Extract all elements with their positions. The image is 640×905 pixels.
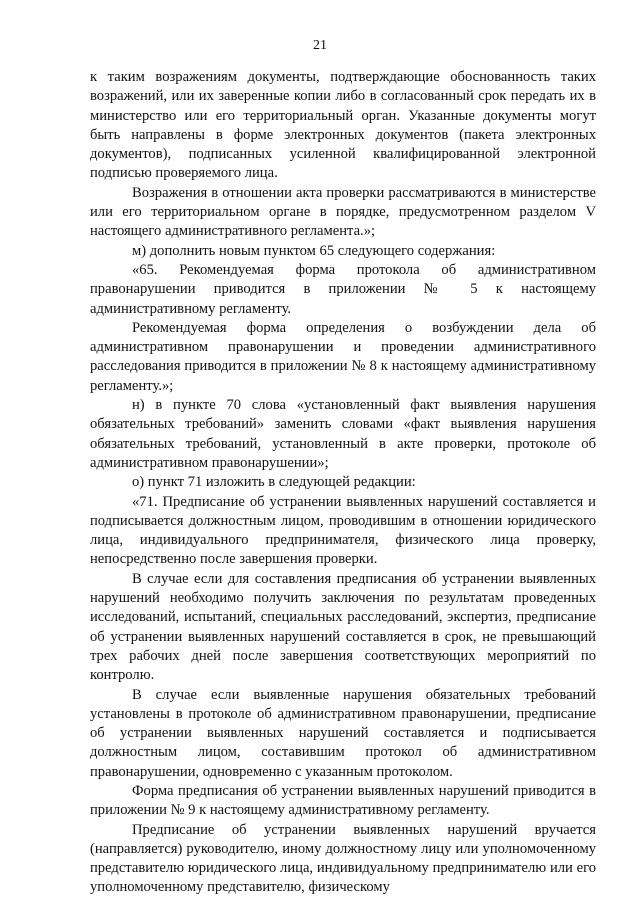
paragraph-objections: Возражения в отношении акта проверки рассматриваются в министерстве или его территориальном органе в порядке, предусмотренном разделом V настоящего административного регламента.»;	[90, 184, 596, 240]
paragraph-65-protocol-form: «65. Рекомендуемая форма протокола об административном правонарушении приводится в приложении № 5 к настоящему административному регламенту.	[90, 261, 596, 317]
paragraph-violations-protocol: В случае если выявленные нарушения обязательных требований установлены в протоколе об административном правонарушении, предписание об устранении выявленных нарушений составляется и подписывается должностным лицом, составившим протокол об административном правонарушении, одновременно с указанным протоколом.	[90, 686, 596, 780]
paragraph-order-form: Форма предписания об устранении выявленных нарушений приводится в приложении № 9 к настоящему административному регламенту.	[90, 782, 596, 819]
page-number: 21	[313, 38, 327, 53]
paragraph-item-o: о) пункт 71 изложить в следующей редакции:	[132, 474, 416, 491]
paragraph-conclusions: В случае если для составления предписания об устранении выявленных нарушений необходимо получить заключения по результатам проведенных исследований, испытаний, специальных расследований, экспертиз, предписание об устранении выявленных нарушений составляется в срок, не превышающий трех рабочих дней после завершения соответствующих мероприятий по контролю.	[90, 570, 596, 684]
paragraph-order-delivery: Предписание об устранении выявленных нарушений вручается (направляется) руководителю, иному должностному лицу или уполномоченному представителю юридического лица, индивидуальному предпринимателю или его уполномоченному представителю, физическому	[90, 821, 596, 896]
paragraph-71-order: «71. Предписание об устранении выявленных нарушений составляется и подписывается должностным лицом, проводившим в отношении юридического лица, индивидуального предпринимателя, физического лица проверку, непосредственно после завершения проверки.	[90, 493, 596, 568]
document-body	[90, 68, 596, 898]
paragraph-item-m: м) дополнить новым пунктом 65 следующего содержания:	[132, 242, 496, 259]
paragraph-ruling-form: Рекомендуемая форма определения о возбуждении дела об административном правонарушении и проведении административного расследования приводится в приложении № 8 к настоящему административному регламенту.»;	[90, 319, 596, 394]
paragraph-item-n: н) в пункте 70 слова «установленный факт выявления нарушения обязательных требований» заменить словами «факт выявления нарушения обязательных требований, установленный в акте проверки, протоколе об административном правонарушении»;	[90, 397, 596, 471]
paragraph-continuation: к таким возражениям документы, подтверждающие обоснованность таких возражений, или их заверенные копии либо в согласованный срок передать их в министерство или его территориальный орган. Указанные документы могут быть направлены в форме электронных документов (пакета электронных документов), подписанных усиленной квалифицированной электронной подписью проверяемого лица.	[90, 69, 596, 182]
